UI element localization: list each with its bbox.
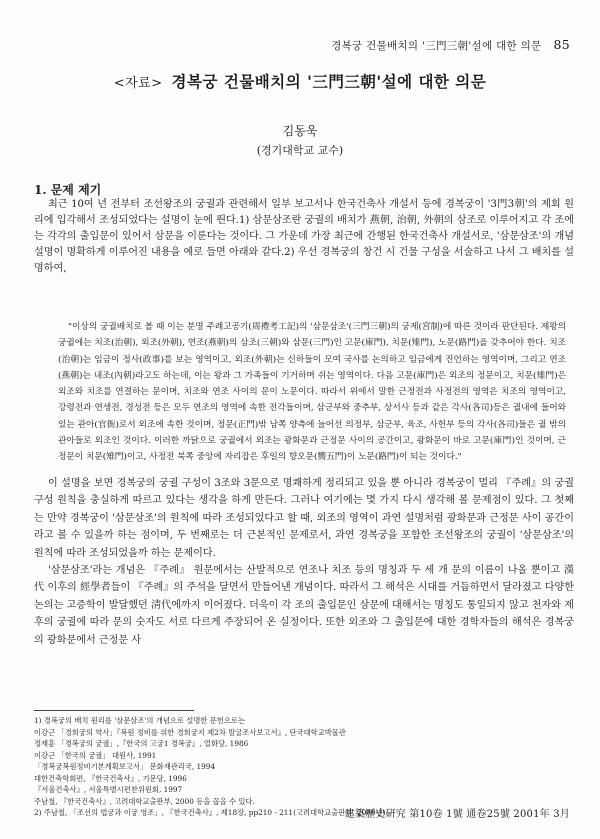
author-affiliation: (경기대학교 교수) [256, 144, 344, 157]
footnote-item: 2) 주남철, 「조선의 법궁과 이궁 영조」, 『한국건축사』, 제18장, pp210 - 211(고려대학교출판부, 2000년) [34, 808, 386, 817]
journal-footer: 建築歷史硏究 第10卷 1號 通卷25號 2001年 3月 [344, 809, 570, 820]
article-title-text: 경복궁 건물배치의 '三門三朝'설에 대한 의문 [171, 72, 487, 91]
footnote-item: 정재훈 「경복궁의 궁궐」,『한국의 고궁1 경복궁』, 열화당, 1986 [34, 739, 249, 748]
paragraph-intro: 최근 10여 년 전부터 조선왕조의 궁궐과 관련해서 일부 보고서나 한국건축사 개설서 등에 경복궁이 '3門3朝'의 제회 원리에 입각해서 조성되었다는 설명이 눈에 띈다.1) 삼문삼조란 궁궐의 배치가 燕朝, 治朝, 外朝의 삼조로 이루어지고 각 조에는 각각의 출입문이 있어서 삼문을 이룬다는 것이다. 그 가운데 가장 최근에 간행된 한국건축사 개설서로, '삼문삼조'의 개념 설명이 명확하게 이루어진 내용을 예로 들면 아래와 같다.2) 우선 경복궁의 창건 시 건물 구성을 서술하고 나서 그 배치를 설명하여, [34, 199, 574, 274]
footnote-item: 「경복궁복원정비기본계획보고서」 문화재관리국, 1994 [34, 762, 216, 771]
block-quote: "이상의 궁궐배치로 볼 때 이는 분명 주례고공기(周禮考工記)의 '삼문삼조'(三門三朝)의 궁제(宮制)에 따른 것이라 판단된다. 제왕의 궁궐에는 치조(治朝), 외조(外朝), 연조(燕朝)의 삼조(三朝)와 삼문(三門)인 고문(庫門), 치문(雉門), 노문(路門)을 갖추어야 한다. 치조(治朝)는 임금이 정사(政事)를 보는 영역이고, 외조(外朝)는 신하들이 모여 국사를 논의하고 임금에게 진언하는 영역이며, 그리고 연조(燕朝)는 내조(內朝)라고도 하는데, 이는 왕과 그 가족들이 기거하며 쉬는 영역이다. 다음 고문(庫門)은 외조의 정문이고, 치문(雉門)은 외조와 치조를 연결하는 문이며, 치조와 연조 사이의 문이 노문이다. 따라서 위에서 말한 근정전과 사정전의 영역은 치조의 영역이고, 강령전과 연생전, 경성전 등은 모두 연조의 영역에 속한 전각들이며, 삼군부와 중추부, 상서사 등과 같은 각사(各司)등은 궐내에 들어와 있는 관아(官衙)로서 외조에 속한 것이며, 정문(正門)밖 남쪽 양측에 늘어선 의정부, 삼군부, 육조, 사헌부 등의 각사(各司)들은 궐 밖의 관아들로 외조인 것이다. 이러한 까닭으로 궁궐에서 외조는 광화문과 근정문 사이의 공간이고, 광화문이 바로 고문(庫門)인 것이며, 근정문이 치문(雉門)이고, 사정전 북쪽 중앙에 자리잡은 후일의 향오문(嚮五門)이 노문(路門)이 되는 것이다." [58, 322, 566, 463]
running-head-title: 경복궁 건물배치의 '三門三朝'설에 대한 의문 [331, 40, 542, 52]
article-type-tag: <자료> [113, 76, 163, 91]
footnote-item: 주남철, 『한국건축사』, 고려대학교출판부, 2000 등을 꼽을 수 있다. [34, 796, 255, 806]
paragraph-discussion: 이 설명을 보면 경복궁의 궁궐 구성이 3조와 3문으로 명쾌하게 정리되고 있을 뿐 아니라 경복궁이 멀리 『주례』의 궁궐 구성 원칙을 충실하게 따르고 있다는 생각을 하게 만든다. 그러나 여기에는 몇 가지 다시 생각해 볼 문제점이 있다. 그 첫째는 만약 경복궁이 '삼문삼조'의 원칙에 따라 조성되었다고 할 때, 외조의 영역이 과연 설명처럼 광화문과 근정문 사이 공간이라고 볼 수 있을까 하는 점이며, 두 번째로는 더 근본적인 문제로서, 과연 경복궁을 포함한 조선왕조의 궁궐이 '삼문삼조'의 원칙에 따라 조성되었을까 하는 문제이다. [34, 478, 574, 559]
footnotes [34, 715, 574, 819]
page-number: 85 [553, 37, 570, 52]
paragraph-concept: '삼문삼조'라는 개념은 『주례』 원문에서는 산발적으로 연조나 치조 등의 명칭과 두 세 개 문의 이름이 나올 뿐이고 漢代 이후의 經學者들이 『주례』의 주석을 달면서 만들어낸 개념이다. 따라서 그 해석은 시대를 거듭하면서 달라졌고 다양한 논의는 고증학이 발달했던 淸代에까지 이어졌다. 더욱이 각 조의 출입문인 삼문에 대해서는 명칭도 통일되지 않고 천자와 제후의 궁궐에 따라 문의 숫자도 서로 다르게 주장되어 온 실정이다. 또한 외조와 그 출입문에 대한 경학자들의 해석은 경복궁의 광화문에서 근정문 사 [34, 565, 574, 646]
section-heading: 1. 문제 제기 [34, 183, 102, 197]
footnote-item: 이강근 「한국의 궁궐」 대원사, 1991 [34, 750, 157, 760]
running-head [331, 37, 570, 53]
footnote-item: 1) 경복궁의 배치 원리를 '삼문삼조'의 개념으로 설명한 문헌으로는 [34, 716, 246, 725]
footnote-divider [34, 710, 194, 711]
body-paragraphs [34, 475, 574, 649]
footnote-item: 이강근 「경희궁의 역사」『복원 정비를 위한 경희궁지 제2차 발굴조사보고서』, 단국대학교박물관 [34, 727, 346, 737]
footnote-item: 『서울건축사』, 서울특별시편찬위원회, 1997 [34, 785, 183, 794]
author-name: 김동욱 [282, 124, 318, 138]
article-title [0, 70, 600, 92]
footnote-item: 대한건축학회편, 『한국건축사』, 기문당, 1996 [34, 773, 187, 783]
